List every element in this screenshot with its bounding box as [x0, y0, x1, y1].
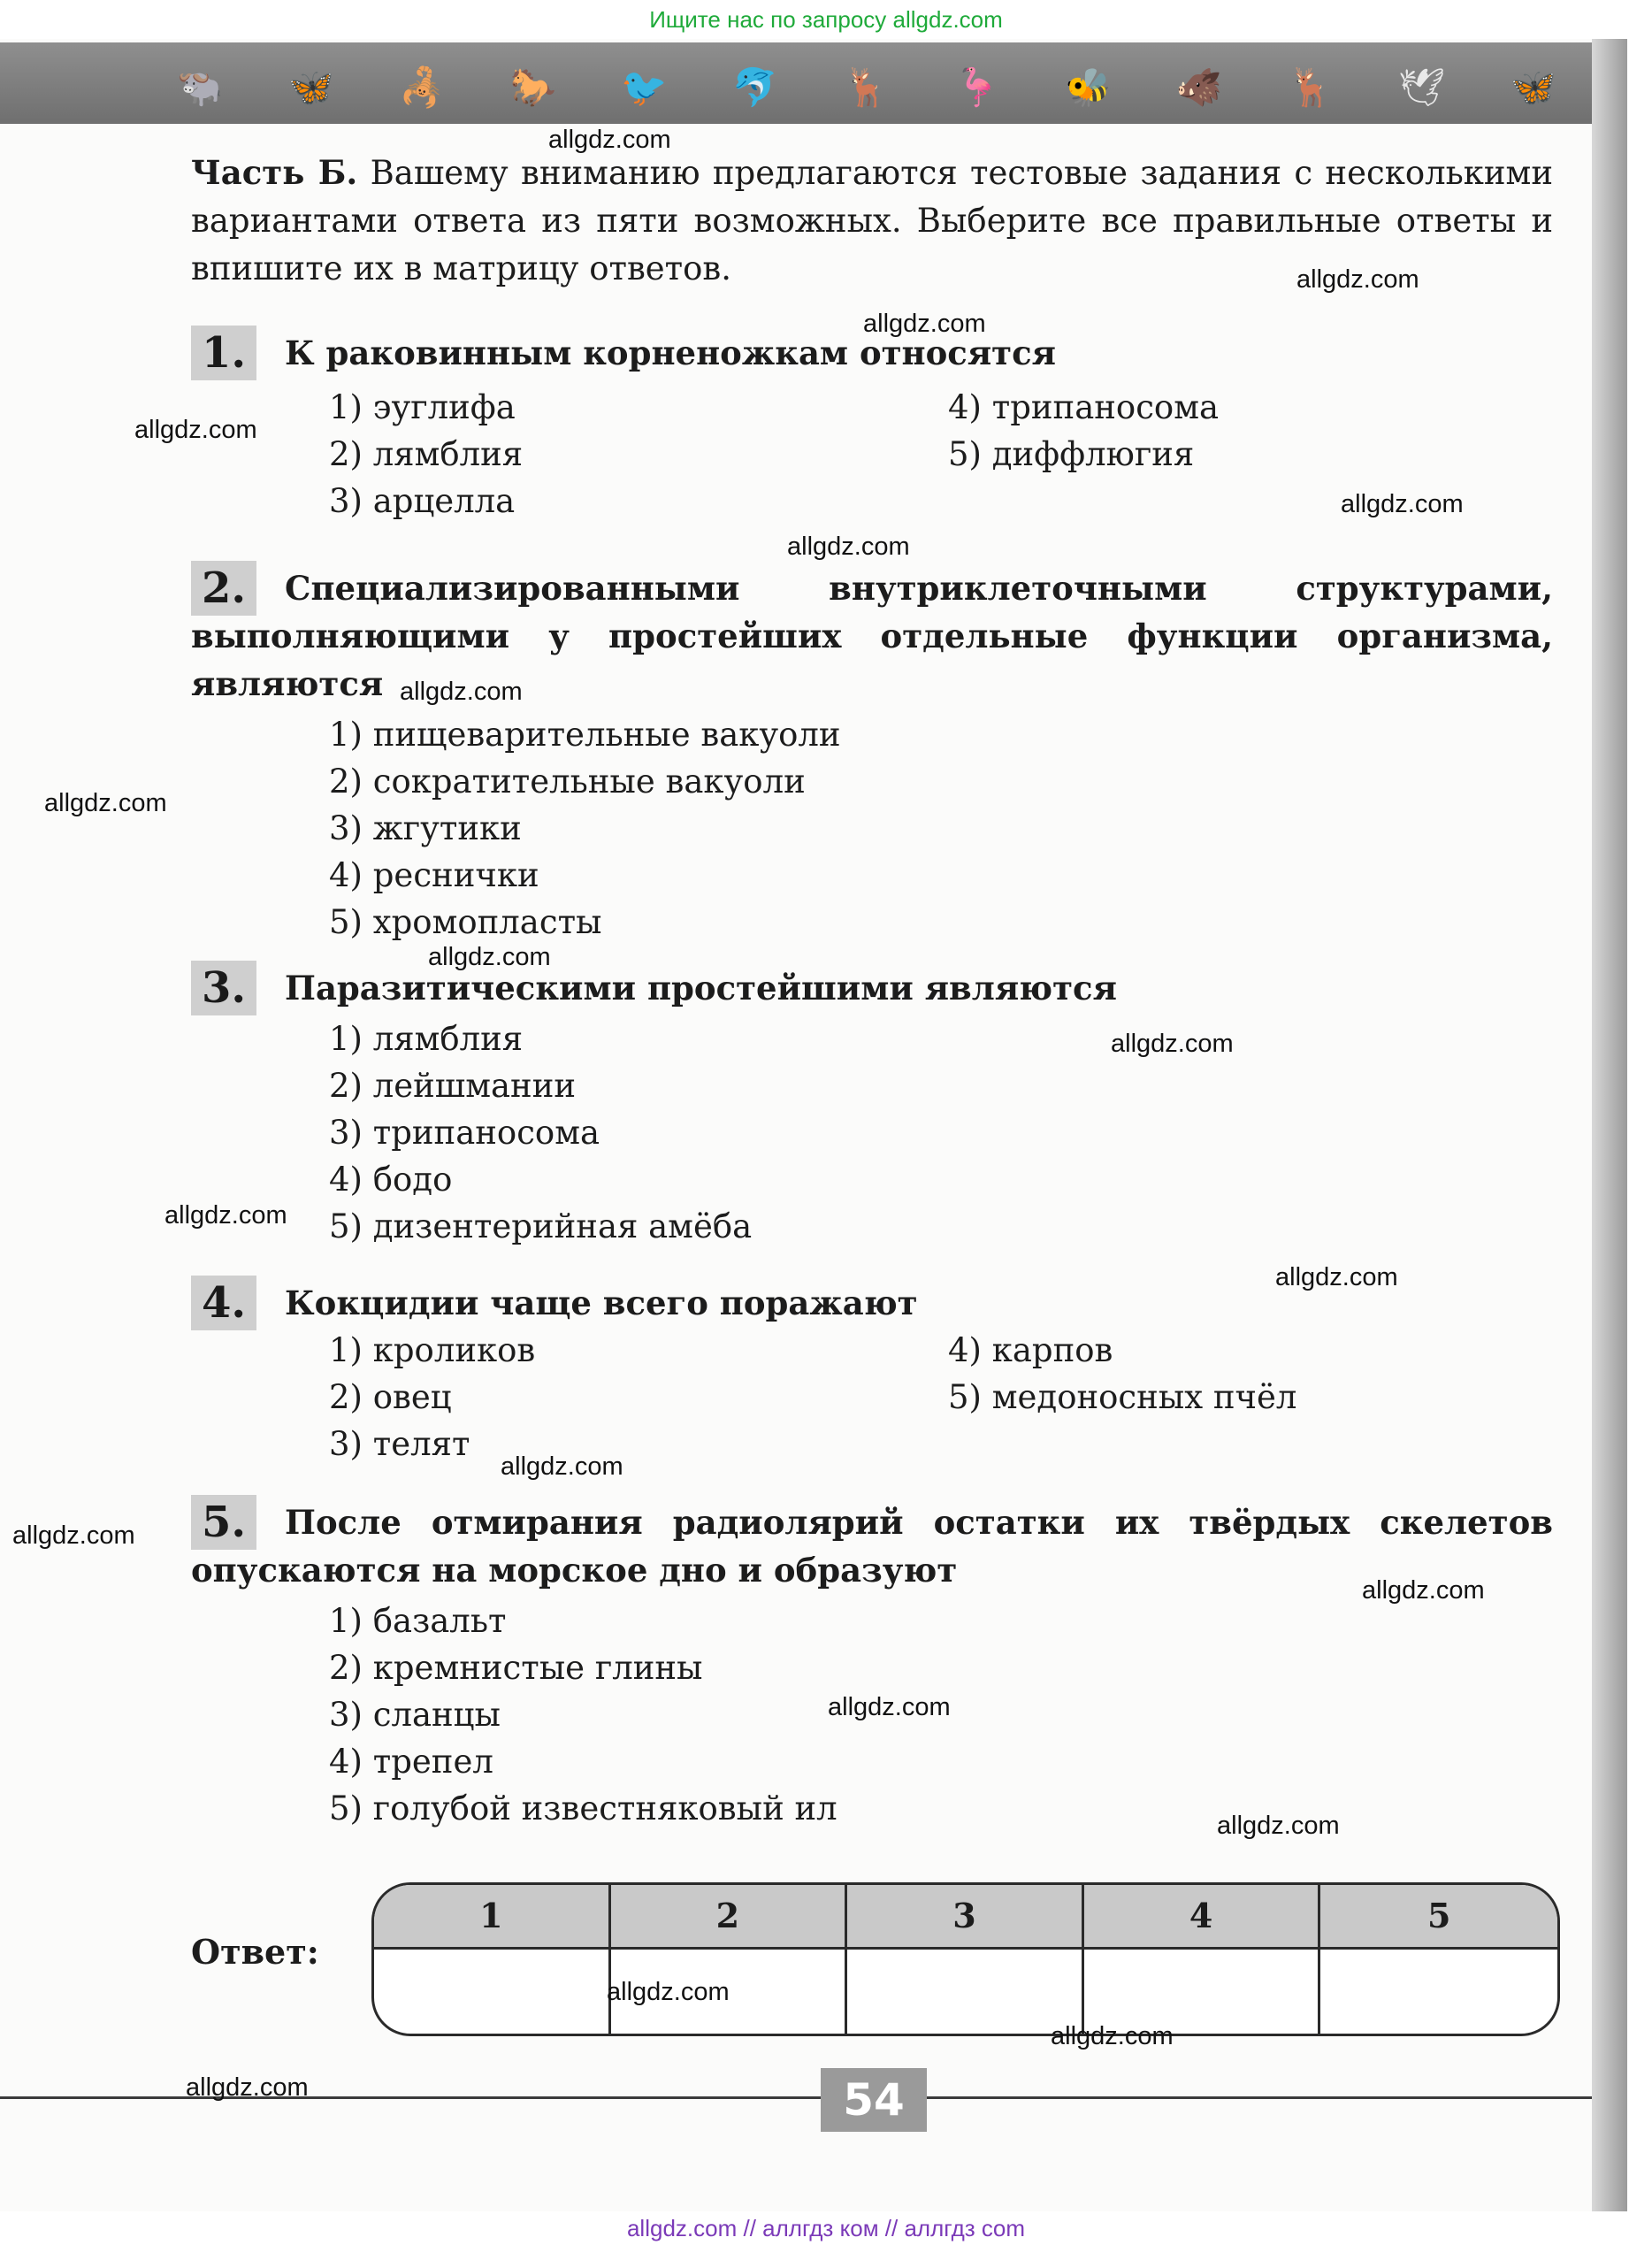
question-2 — [191, 561, 1553, 946]
option: 1) базальт — [329, 1602, 507, 1640]
question-number: 2. — [191, 561, 256, 616]
watermark: allgdz.com — [12, 1521, 135, 1550]
option: 4) карпов — [948, 1331, 1113, 1369]
watermark: allgdz.com — [164, 1201, 287, 1230]
dolphin-icon: 🐬 — [731, 65, 779, 109]
option: 3) сланцы — [329, 1696, 501, 1734]
option: 1) пищеварительные вакуоли — [329, 716, 841, 754]
top-banner: Ищите нас по запросу allgdz.com — [0, 0, 1652, 39]
option: 5) голубой известняковый ил — [329, 1789, 837, 1827]
answer-column-header: 2 — [611, 1885, 848, 1947]
answer-cell-1[interactable] — [374, 1947, 611, 2034]
option: 4) реснички — [329, 856, 539, 894]
option: 1) кроликов — [329, 1331, 536, 1369]
answer-matrix — [371, 1882, 1560, 2036]
question-4 — [191, 1276, 1553, 1467]
page-number: 54 — [821, 2068, 927, 2132]
option: 4) трепел — [329, 1743, 493, 1781]
answer-column-header: 4 — [1084, 1885, 1321, 1947]
scorpion-icon: 🦂 — [399, 65, 446, 109]
watermark: allgdz.com — [828, 1693, 951, 1721]
watermark: allgdz.com — [501, 1452, 623, 1481]
question-number: 1. — [191, 326, 256, 380]
part-b-instructions: Вашему вниманию предлагаются тестовые задания с несколькими вариантами ответа из пяти возможных. Выберите все правильные ответы и впишите их в матрицу ответов. — [191, 154, 1553, 287]
option: 3) арцелла — [329, 482, 516, 520]
watermark: allgdz.com — [787, 533, 910, 561]
answer-label: Ответ: — [191, 1932, 319, 1972]
horse-icon: 🐎 — [509, 65, 556, 109]
options-list — [329, 1327, 1553, 1467]
boar-icon: 🐗 — [1175, 65, 1223, 109]
option: 5) медоносных пчёл — [948, 1378, 1297, 1416]
option: 1) лямблия — [329, 1020, 524, 1058]
question-text: К раковинным корненожкам относятся — [285, 333, 1056, 372]
watermark: allgdz.com — [1111, 1030, 1234, 1058]
bird-icon: 🐦 — [621, 65, 668, 109]
watermark: allgdz.com — [428, 943, 551, 971]
option: 2) сократительные вакуоли — [329, 762, 806, 801]
watermark: allgdz.com — [1051, 2022, 1174, 2050]
watermark: allgdz.com — [134, 416, 257, 444]
part-b-heading: Часть Б. — [191, 153, 358, 192]
bee-icon: 🐝 — [1065, 65, 1112, 109]
watermark: allgdz.com — [1275, 1263, 1398, 1291]
option: 1) эуглифа — [329, 388, 516, 426]
options-list — [329, 711, 1553, 946]
question-text: После отмирания радиолярий остатки их твёрдых скелетов опускаются на морское дно и образуют — [191, 1503, 1553, 1590]
option: 2) овец — [329, 1378, 452, 1416]
deer-icon: 🦌 — [843, 65, 890, 109]
answer-column-header: 5 — [1320, 1885, 1557, 1947]
question-text: Кокцидии чаще всего поражают — [285, 1283, 918, 1322]
watermark: allgdz.com — [607, 1978, 730, 2006]
option: 2) кремнистые глины — [329, 1649, 703, 1687]
answer-column-header: 3 — [847, 1885, 1084, 1947]
watermark: allgdz.com — [186, 2073, 309, 2102]
antelope-icon: 🦌 — [1287, 65, 1334, 109]
bottom-banner: allgdz.com // аллгдз ком // аллгдз com — [0, 2211, 1652, 2245]
option: 5) диффлюгия — [948, 435, 1195, 473]
butterfly-icon: 🦋 — [1510, 65, 1556, 109]
bison-icon: 🐃 — [177, 65, 224, 109]
watermark: allgdz.com — [863, 310, 986, 338]
bird-flying-icon: 🕊 — [1398, 65, 1446, 109]
question-5 — [191, 1495, 1553, 1832]
question-text: Специализированными внутриклеточными структурами, выполняющими у простейших отдельные функции организма, являются — [191, 569, 1553, 703]
animal-header-strip — [0, 42, 1601, 124]
option: 5) дизентерийная амёба — [329, 1207, 753, 1245]
options-list — [329, 1015, 1553, 1250]
answer-cell-4[interactable] — [1084, 1947, 1321, 2034]
question-number: 3. — [191, 961, 256, 1015]
butterfly-icon: 🦋 — [287, 65, 334, 109]
option: 3) жгутики — [329, 809, 522, 847]
watermark: allgdz.com — [400, 678, 523, 706]
heron-icon: 🦩 — [953, 65, 1001, 109]
watermark: allgdz.com — [1217, 1812, 1340, 1840]
watermark: allgdz.com — [1296, 265, 1419, 294]
animal-silhouettes — [177, 65, 1556, 110]
option: 2) лямблия — [329, 435, 524, 473]
option: 5) хромопласты — [329, 903, 602, 941]
option: 3) трипаносома — [329, 1114, 600, 1152]
watermark: allgdz.com — [1362, 1576, 1485, 1605]
question-number: 5. — [191, 1495, 256, 1550]
option: 4) бодо — [329, 1161, 453, 1199]
watermark: allgdz.com — [44, 789, 167, 817]
answer-cell-3[interactable] — [847, 1947, 1084, 2034]
option: 2) лейшмании — [329, 1067, 577, 1105]
page-edge-shadow — [1592, 39, 1627, 2215]
answer-column-header: 1 — [374, 1885, 611, 1947]
question-number: 4. — [191, 1276, 256, 1330]
watermark: allgdz.com — [548, 126, 671, 154]
question-3 — [191, 961, 1553, 1250]
option: 4) трипаносома — [948, 388, 1220, 426]
watermark: allgdz.com — [1341, 490, 1464, 518]
option: 3) телят — [329, 1425, 470, 1463]
answer-cell-5[interactable] — [1320, 1947, 1557, 2034]
question-text: Паразитическими простейшими являются — [285, 969, 1117, 1008]
